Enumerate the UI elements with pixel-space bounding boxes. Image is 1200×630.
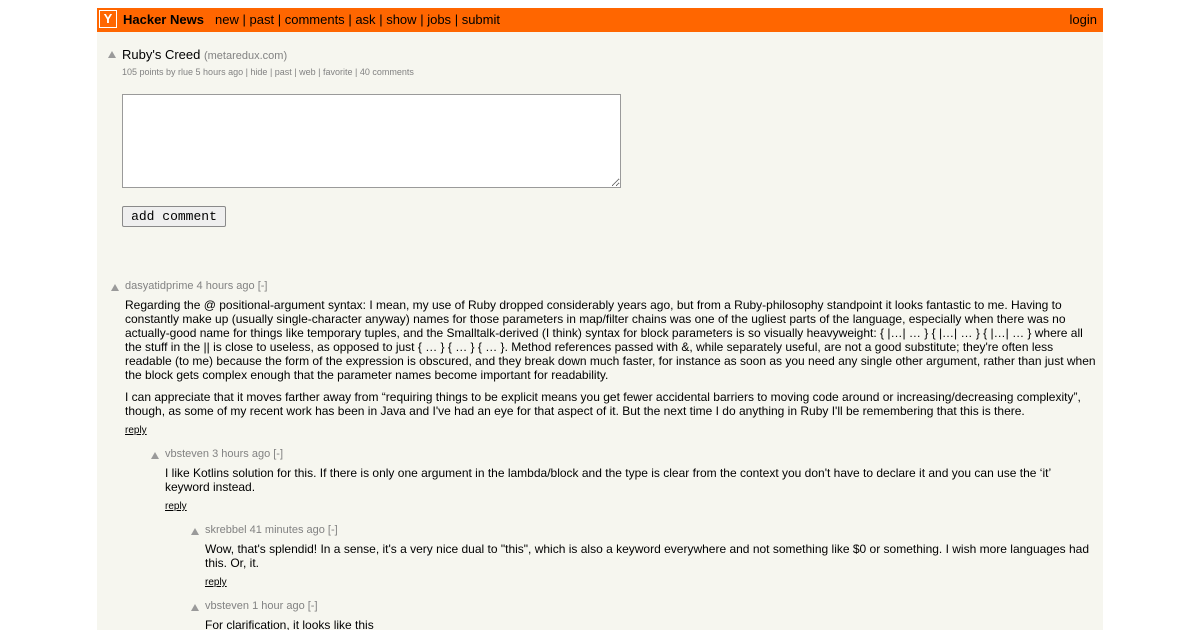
comment-upvote-icon[interactable]: [151, 452, 159, 459]
story-subtext: 105 points by rlue 5 hours ago | hide | past | web | favorite | 40 comments: [122, 67, 414, 77]
nav-separator: |: [420, 12, 424, 27]
comment-text: [205, 542, 1095, 570]
comment-head: vbsteven 3 hours ago [-]: [165, 448, 284, 460]
story-title-row: [122, 47, 287, 64]
comment-head: skrebbel 41 minutes ago [-]: [205, 524, 338, 536]
page: [97, 8, 1103, 630]
nav-separator: |: [379, 12, 383, 27]
comment-paragraph: For clarification, it looks like this: [205, 618, 374, 630]
comment-paragraph: I can appreciate that it moves farther away from “requiring things to be explicit means you get fewer accidental barriers to moving code around or increasing/decreasing complexity”, though, as some of my recent work has been in Java and I've had an eye for that aspect of it. But the next time I do anything in Ruby I'll be remembering that this is there.: [125, 390, 1081, 418]
reply-link[interactable]: reply: [125, 425, 147, 436]
comment-head: dasyatidprime 4 hours ago [-]: [125, 280, 268, 292]
comment-upvote-icon[interactable]: [191, 604, 199, 611]
comment-textarea[interactable]: [122, 94, 621, 188]
story-upvote-icon[interactable]: [108, 51, 116, 58]
nav-comments-link[interactable]: comments: [284, 12, 345, 27]
comment-upvote-icon[interactable]: [111, 284, 119, 291]
nav-separator: |: [348, 12, 352, 27]
story-site-link[interactable]: (metaredux.com): [203, 50, 288, 62]
add-comment-button[interactable]: add comment: [122, 206, 226, 227]
nav-submit-link[interactable]: submit: [461, 12, 500, 27]
nav-ask-link[interactable]: ask: [355, 12, 376, 27]
reply-link[interactable]: reply: [205, 577, 227, 588]
nav-new-link[interactable]: new: [215, 12, 239, 27]
login-link[interactable]: login: [1069, 12, 1097, 27]
top-bar: [97, 8, 1103, 32]
comment-text: [205, 618, 1095, 630]
comment-paragraph: Wow, that's splendid! In a sense, it's a very nice dual to "this", which is also a keyword everywhere and not something like $0 or something. I wish more languages had this. Or, it.: [205, 542, 1090, 570]
y-logo-icon[interactable]: Y: [99, 10, 117, 28]
nav-show-link[interactable]: show: [386, 12, 417, 27]
site-name-link[interactable]: Hacker News: [123, 12, 204, 27]
nav-links: [215, 12, 500, 27]
comment-head: vbsteven 1 hour ago [-]: [205, 600, 318, 612]
comment-paragraph: Regarding the @ positional-argument syntax: I mean, my use of Ruby dropped considerably years ago, but from a Ruby-philosophy standpoint it looks fantastic to me. Having to constantly make up (usually single-character anyway) names for those parameters in map/filter chains was one of the ugliest parts of the language, especially when there was no actually-good name for things like temporary tuples, and the Smalltalk-derived (I think) syntax for block parameters is so visually heavyweight: { |…| … } { |…| … } { |…| … } where all the stuff in the || is close to useless, as opposed to just { … } { … } { … }. Method references passed with &, while separately useful, are not a good substitute; they're often less readable (to me) because the form of the expression is obscured, and they break down much faster, for instance as soon as you need any single other argument, rather than just when the block gets complex enough that the parameter names become important for readability.: [125, 298, 1096, 382]
nav-separator: |: [242, 12, 246, 27]
nav-jobs-link[interactable]: jobs: [427, 12, 452, 27]
nav-separator: |: [277, 12, 282, 27]
reply-link[interactable]: reply: [165, 501, 187, 512]
story-title-link[interactable]: Ruby's Creed: [122, 47, 201, 62]
comment-text: [125, 298, 1097, 418]
comment-paragraph: I like Kotlins solution for this. If there is only one argument in the lambda/block and the type is clear from the context you don't have to declare it and you can use the ‘it’ keyword instead.: [165, 466, 1051, 494]
nav-separator: |: [454, 12, 459, 27]
comment-upvote-icon[interactable]: [191, 528, 199, 535]
nav-past-link[interactable]: past: [249, 12, 275, 27]
comment-text: [165, 466, 1065, 494]
